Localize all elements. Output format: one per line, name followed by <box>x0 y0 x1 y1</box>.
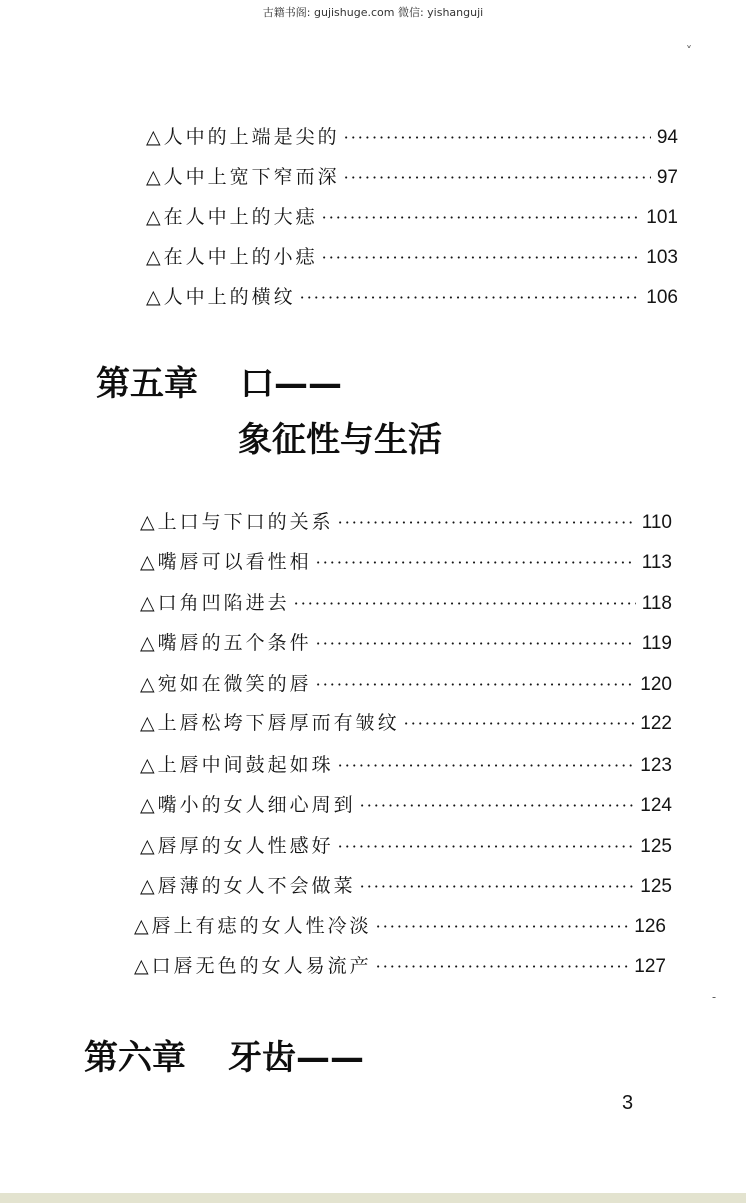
toc-entry-page: 119 <box>641 633 672 654</box>
toc-entry-page: 125 <box>640 836 672 857</box>
toc-entry[interactable] <box>140 831 672 861</box>
toc-entry-page: 113 <box>641 552 672 573</box>
toc-entry-title: △上唇中间鼓起如珠 <box>140 754 334 776</box>
toc-entry[interactable] <box>134 911 666 941</box>
toc-entry-title: △嘴小的女人细心周到 <box>140 794 356 816</box>
toc-entry[interactable] <box>140 628 672 658</box>
toc-leader-dots <box>376 957 629 976</box>
toc-entry-page: 94 <box>656 127 678 148</box>
toc-leader-dots <box>338 837 635 856</box>
toc-leader-dots <box>404 714 635 733</box>
scan-edge-strip <box>0 1193 746 1203</box>
toc-leader-dots <box>338 513 636 532</box>
toc-entry[interactable] <box>140 750 672 780</box>
toc-entry[interactable] <box>134 951 666 981</box>
toc-leader-dots <box>360 796 635 815</box>
toc-leader-dots <box>344 168 651 187</box>
toc-entry[interactable] <box>146 122 678 152</box>
toc-entry-page: 120 <box>640 674 672 695</box>
toc-entry-title: △人中上宽下窄而深 <box>146 166 340 188</box>
toc-entry-title: △在人中上的大痣 <box>146 206 318 228</box>
toc-entry[interactable] <box>140 669 672 699</box>
toc-entry-page: 118 <box>641 593 672 614</box>
toc-entry-title: △人中上的横纹 <box>146 286 296 308</box>
chapter-subtitle: 象征性与生活 <box>238 420 442 460</box>
toc-entry-page: 103 <box>646 247 678 268</box>
toc-entry[interactable] <box>140 507 672 537</box>
toc-leader-dots <box>316 553 636 572</box>
toc-entry[interactable] <box>140 588 672 618</box>
toc-entry-title: △人中的上端是尖的 <box>146 126 340 148</box>
toc-entry-title: △宛如在微笑的唇 <box>140 673 312 695</box>
chapter-title: 口—— <box>240 364 342 404</box>
watermark: 古籍书阁: gujishuge.com 微信: yishanguji <box>262 6 484 19</box>
toc-entry-page: 123 <box>640 755 672 776</box>
toc-entry-page: 101 <box>646 207 678 228</box>
chapter-number: 第六章 <box>84 1038 186 1078</box>
toc-entry-title: △口角凹陷进去 <box>140 592 290 614</box>
toc-entry-page: 97 <box>656 167 678 188</box>
toc-entry-page: 125 <box>640 876 672 897</box>
toc-entry[interactable] <box>146 242 678 272</box>
toc-entry-title: △上唇松垮下唇厚而有皱纹 <box>140 712 400 734</box>
toc-entry-title: △口唇无色的女人易流产 <box>134 955 372 977</box>
chapter-heading <box>96 356 342 405</box>
chapter-title: 牙齿—— <box>228 1038 364 1078</box>
toc-entry-page: 106 <box>646 287 678 308</box>
toc-leader-dots <box>294 594 636 613</box>
chapter-heading <box>84 1030 364 1079</box>
scan-speck: ‐ <box>712 990 717 1004</box>
toc-leader-dots <box>322 208 641 227</box>
toc-leader-dots <box>344 128 651 147</box>
toc-leader-dots <box>360 877 635 896</box>
toc-entry-page: 126 <box>634 916 666 937</box>
toc-leader-dots <box>376 917 629 936</box>
chapter-number: 第五章 <box>96 364 198 404</box>
toc-entry[interactable] <box>140 547 672 577</box>
toc-entry[interactable] <box>140 708 672 738</box>
toc-entry-page: 110 <box>641 512 672 533</box>
toc-leader-dots <box>316 675 635 694</box>
toc-entry[interactable] <box>140 871 672 901</box>
toc-entry-title: △嘴唇可以看性相 <box>140 551 312 573</box>
toc-leader-dots <box>300 288 641 307</box>
page-number: 3 <box>622 1092 634 1114</box>
toc-leader-dots <box>338 756 635 775</box>
toc-entry[interactable] <box>146 162 678 192</box>
toc-entry-title: △唇厚的女人性感好 <box>140 835 334 857</box>
toc-entry-title: △在人中上的小痣 <box>146 246 318 268</box>
toc-leader-dots <box>316 634 636 653</box>
toc-entry[interactable] <box>146 282 678 312</box>
scan-speck: ˅ <box>686 44 692 58</box>
toc-entry-page: 127 <box>634 956 666 977</box>
toc-entry-title: △嘴唇的五个条件 <box>140 632 312 654</box>
toc-leader-dots <box>322 248 641 267</box>
toc-entry-title: △唇上有痣的女人性冷淡 <box>134 915 372 937</box>
toc-entry[interactable] <box>140 790 672 820</box>
toc-entry-title: △上口与下口的关系 <box>140 511 334 533</box>
toc-entry-page: 122 <box>640 713 672 734</box>
toc-entry-title: △唇薄的女人不会做菜 <box>140 875 356 897</box>
toc-entry[interactable] <box>146 202 678 232</box>
toc-entry-page: 124 <box>640 795 672 816</box>
